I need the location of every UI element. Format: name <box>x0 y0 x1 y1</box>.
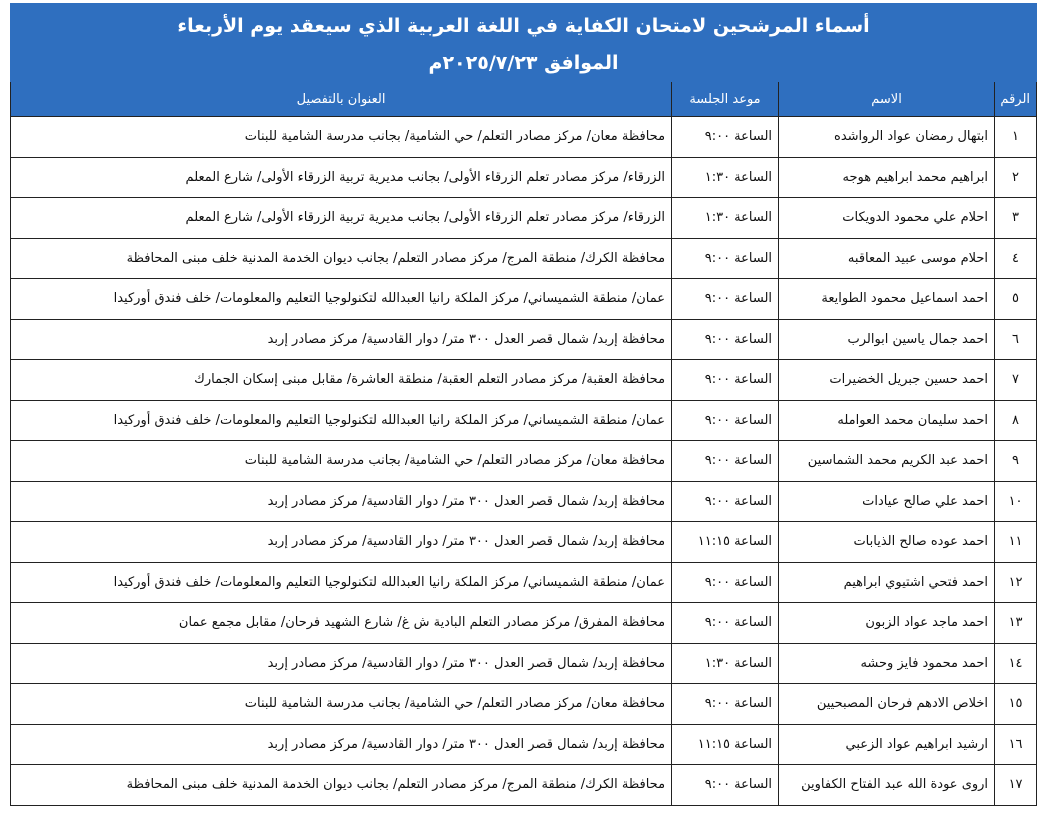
row-number: ١٤ <box>995 643 1037 684</box>
row-number: ٨ <box>995 400 1037 441</box>
row-number: ١١ <box>995 522 1037 563</box>
address-detail: محافظة إربد/ شمال قصر العدل ٣٠٠ متر/ دوار القادسية/ مركز مصادر إربد <box>11 481 672 522</box>
session-time: الساعة ٩:٠٠ <box>672 238 779 279</box>
table-row <box>11 441 1037 482</box>
candidate-name: احمد عبد الكريم محمد الشماسين <box>779 441 995 482</box>
row-number: ١٧ <box>995 765 1037 806</box>
table-body <box>11 117 1037 806</box>
candidate-name: احمد اسماعيل محمود الطوايعة <box>779 279 995 320</box>
candidate-name: احمد سليمان محمد العوامله <box>779 400 995 441</box>
candidate-name: احلام موسى عبيد المعاقبه <box>779 238 995 279</box>
row-number: ٤ <box>995 238 1037 279</box>
row-number: ١٢ <box>995 562 1037 603</box>
column-header-name: الاسم <box>779 82 995 117</box>
address-detail: محافظة العقبة/ مركز مصادر التعلم العقبة/ منطقة العاشرة/ مقابل مبنى إسكان الجمارك <box>11 360 672 401</box>
address-detail: محافظة معان/ مركز مصادر التعلم/ حي الشامية/ بجانب مدرسة الشامية للبنات <box>11 684 672 725</box>
table-row <box>11 562 1037 603</box>
row-number: ٧ <box>995 360 1037 401</box>
page-title: أسماء المرشحين لامتحان الكفاية في اللغة العربية الذي سيعقد يوم الأربعاء <box>11 4 1037 45</box>
row-number: ٩ <box>995 441 1037 482</box>
address-detail: الزرقاء/ مركز مصادر تعلم الزرقاء الأولى/ بجانب مديرية تربية الزرقاء الأولى/ شارع المعلم <box>11 198 672 239</box>
candidate-name: اروى عودة الله عبد الفتاح الكفاوين <box>779 765 995 806</box>
row-number: ١٠ <box>995 481 1037 522</box>
table-row <box>11 724 1037 765</box>
row-number: ١٥ <box>995 684 1037 725</box>
table-row <box>11 522 1037 563</box>
candidate-name: احمد محمود فايز وحشه <box>779 643 995 684</box>
session-time: الساعة ١:٣٠ <box>672 157 779 198</box>
row-number: ٣ <box>995 198 1037 239</box>
address-detail: محافظة إربد/ شمال قصر العدل ٣٠٠ متر/ دوار القادسية/ مركز مصادر إربد <box>11 319 672 360</box>
address-detail: محافظة معان/ مركز مصادر التعلم/ حي الشامية/ بجانب مدرسة الشامية للبنات <box>11 441 672 482</box>
address-detail: محافظة إربد/ شمال قصر العدل ٣٠٠ متر/ دوار القادسية/ مركز مصادر إربد <box>11 643 672 684</box>
session-time: الساعة ٩:٠٠ <box>672 279 779 320</box>
page-date: الموافق ٢٠٢٥/٧/٢٣م <box>11 45 1037 82</box>
row-number: ١ <box>995 117 1037 158</box>
session-time: الساعة ١:٣٠ <box>672 643 779 684</box>
row-number: ٦ <box>995 319 1037 360</box>
address-detail: محافظة إربد/ شمال قصر العدل ٣٠٠ متر/ دوار القادسية/ مركز مصادر إربد <box>11 724 672 765</box>
candidate-name: ابراهيم محمد ابراهيم هوجه <box>779 157 995 198</box>
session-time: الساعة ٩:٠٠ <box>672 684 779 725</box>
table-row <box>11 360 1037 401</box>
candidate-name: احمد عوده صالح الذيابات <box>779 522 995 563</box>
row-number: ٥ <box>995 279 1037 320</box>
candidate-name: احمد حسين جبريل الخضيرات <box>779 360 995 401</box>
session-time: الساعة ١١:١٥ <box>672 724 779 765</box>
table-row <box>11 481 1037 522</box>
session-time: الساعة ١:٣٠ <box>672 198 779 239</box>
column-header-num: الرقم <box>995 82 1037 117</box>
table-row <box>11 198 1037 239</box>
candidates-table <box>10 3 1037 806</box>
session-time: الساعة ٩:٠٠ <box>672 319 779 360</box>
session-time: الساعة ٩:٠٠ <box>672 603 779 644</box>
address-detail: عمان/ منطقة الشميساني/ مركز الملكة رانيا العبدالله لتكنولوجيا التعليم والمعلومات/ خلف فندق أوركيدا <box>11 562 672 603</box>
candidate-name: احمد فتحي اشتيوي ابراهيم <box>779 562 995 603</box>
session-time: الساعة ١١:١٥ <box>672 522 779 563</box>
address-detail: محافظة الكرك/ منطقة المرج/ مركز مصادر التعلم/ بجانب ديوان الخدمة المدنية خلف مبنى المحافظة <box>11 238 672 279</box>
candidate-name: احمد ماجد عواد الزبون <box>779 603 995 644</box>
candidate-name: احلام علي محمود الدويكات <box>779 198 995 239</box>
column-header-time: موعد الجلسة <box>672 82 779 117</box>
address-detail: محافظة المفرق/ مركز مصادر التعلم البادية ش غ/ شارع الشهيد فرحان/ مقابل مجمع عمان <box>11 603 672 644</box>
table-header <box>11 82 1037 117</box>
session-time: الساعة ٩:٠٠ <box>672 400 779 441</box>
session-time: الساعة ٩:٠٠ <box>672 360 779 401</box>
address-detail: عمان/ منطقة الشميساني/ مركز الملكة رانيا العبدالله لتكنولوجيا التعليم والمعلومات/ خلف فندق أوركيدا <box>11 400 672 441</box>
candidate-name: احمد جمال ياسين ابوالرب <box>779 319 995 360</box>
row-number: ١٣ <box>995 603 1037 644</box>
table-row <box>11 603 1037 644</box>
address-detail: محافظة الكرك/ منطقة المرج/ مركز مصادر التعلم/ بجانب ديوان الخدمة المدنية خلف مبنى المحافظة <box>11 765 672 806</box>
table-row <box>11 157 1037 198</box>
column-header-address: العنوان بالتفصيل <box>11 82 672 117</box>
table-row <box>11 319 1037 360</box>
table-row <box>11 279 1037 320</box>
address-detail: محافظة معان/ مركز مصادر التعلم/ حي الشامية/ بجانب مدرسة الشامية للبنات <box>11 117 672 158</box>
table-row <box>11 400 1037 441</box>
session-time: الساعة ٩:٠٠ <box>672 441 779 482</box>
address-detail: محافظة إربد/ شمال قصر العدل ٣٠٠ متر/ دوار القادسية/ مركز مصادر إربد <box>11 522 672 563</box>
candidate-name: اخلاص الادهم فرحان المصبحيين <box>779 684 995 725</box>
session-time: الساعة ٩:٠٠ <box>672 765 779 806</box>
candidate-name: احمد علي صالح عيادات <box>779 481 995 522</box>
table-row <box>11 117 1037 158</box>
table-row <box>11 765 1037 806</box>
session-time: الساعة ٩:٠٠ <box>672 117 779 158</box>
row-number: ١٦ <box>995 724 1037 765</box>
address-detail: الزرقاء/ مركز مصادر تعلم الزرقاء الأولى/ بجانب مديرية تربية الزرقاء الأولى/ شارع المعلم <box>11 157 672 198</box>
candidates-sheet <box>10 3 1036 806</box>
session-time: الساعة ٩:٠٠ <box>672 562 779 603</box>
candidate-name: ارشيد ابراهيم عواد الزعبي <box>779 724 995 765</box>
address-detail: عمان/ منطقة الشميساني/ مركز الملكة رانيا العبدالله لتكنولوجيا التعليم والمعلومات/ خلف فندق أوركيدا <box>11 279 672 320</box>
row-number: ٢ <box>995 157 1037 198</box>
table-row <box>11 684 1037 725</box>
table-row <box>11 238 1037 279</box>
session-time: الساعة ٩:٠٠ <box>672 481 779 522</box>
candidate-name: ابتهال رمضان عواد الرواشده <box>779 117 995 158</box>
table-row <box>11 643 1037 684</box>
